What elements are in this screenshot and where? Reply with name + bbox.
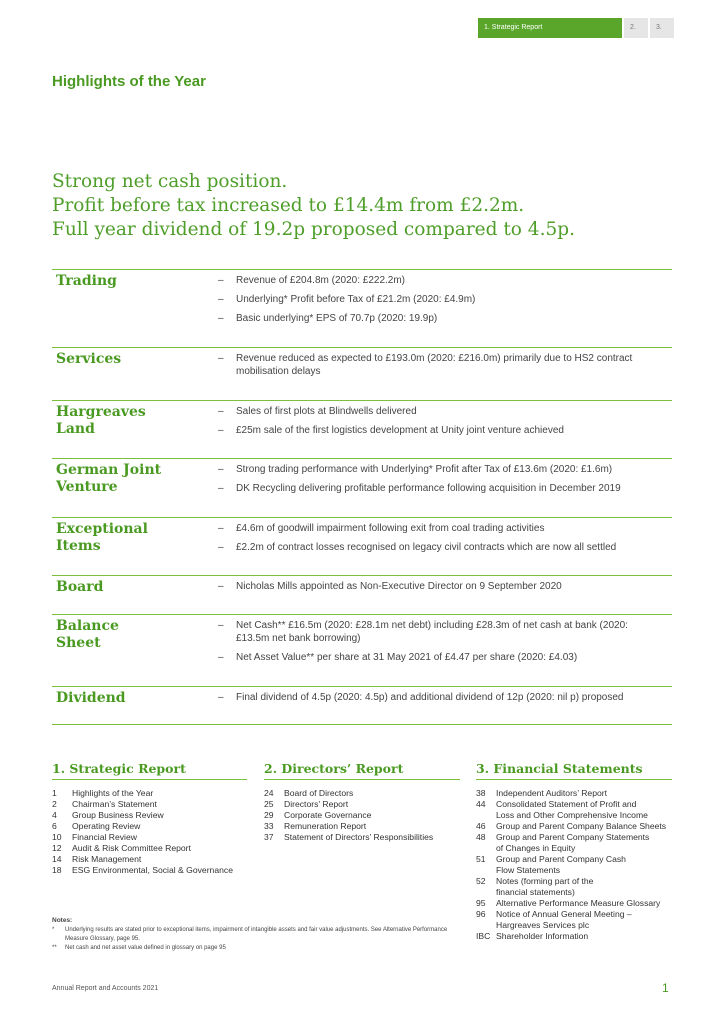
section-title: Trading bbox=[56, 273, 117, 289]
toc-item[interactable]: IBC Shareholder Information bbox=[476, 931, 589, 941]
headline-line: Profit before tax increased to £14.4m from £2.2m. bbox=[52, 195, 525, 216]
toc-item[interactable]: 25 Directors’ Report bbox=[264, 799, 349, 809]
toc-strategic-report bbox=[52, 761, 247, 876]
tab-financial-statements[interactable]: 3. bbox=[650, 18, 674, 38]
section-tabs bbox=[478, 18, 674, 38]
bullet-item: – £25m sale of the first logistics development at Unity joint venture achieved bbox=[218, 425, 564, 436]
toc-item[interactable]: 37 Statement of Directors’ Responsibilities bbox=[264, 832, 434, 842]
section-balance-sheet bbox=[52, 614, 672, 663]
toc-heading[interactable]: 1. Strategic Report bbox=[52, 761, 247, 780]
toc-item[interactable]: 48 Group and Parent Company Statements of Changes in Equity bbox=[476, 832, 650, 853]
section-exceptional-items bbox=[52, 517, 672, 554]
section-german-joint-venture bbox=[52, 458, 672, 495]
toc-item[interactable]: 95 Alternative Performance Measure Glossary bbox=[476, 898, 661, 908]
toc-item[interactable]: 51 Group and Parent Company Cash Flow Statements bbox=[476, 854, 626, 875]
section-hargreaves-land bbox=[52, 400, 672, 437]
notes bbox=[52, 916, 452, 953]
toc-item[interactable]: 1 Highlights of the Year bbox=[52, 788, 154, 798]
bullet-item: – Revenue of £204.8m (2020: £222.2m) bbox=[218, 275, 405, 286]
toc-item[interactable]: 10 Financial Review bbox=[52, 832, 137, 842]
bullet-item: – £2.2m of contract losses recognised on legacy civil contracts which are now all settled bbox=[218, 542, 617, 553]
bullet-item: – DK Recycling delivering profitable performance following acquisition in December 2019 bbox=[218, 483, 621, 494]
page-title: Highlights of the Year bbox=[52, 73, 206, 90]
tab-directors-report[interactable]: 2. bbox=[624, 18, 648, 38]
toc-item[interactable]: 18 ESG Environmental, Social & Governance bbox=[52, 865, 233, 875]
section-title: Exceptional Items bbox=[56, 521, 148, 554]
section-services bbox=[52, 347, 672, 377]
section-title: Balance Sheet bbox=[56, 618, 119, 651]
toc-item[interactable]: 46 Group and Parent Company Balance Sheets bbox=[476, 821, 667, 831]
bullet-item: – Final dividend of 4.5p (2020: 4.5p) and additional dividend of 12p (2020: nil p) proposed bbox=[218, 692, 624, 703]
toc-heading[interactable]: 3. Financial Statements bbox=[476, 761, 672, 780]
toc-financial-statements bbox=[476, 761, 672, 942]
toc-item[interactable]: 12 Audit & Risk Committee Report bbox=[52, 843, 191, 853]
footer-title: Annual Report and Accounts 2021 bbox=[52, 985, 159, 992]
notes-title: Notes: bbox=[52, 917, 73, 924]
headline-line: Strong net cash position. bbox=[52, 171, 288, 192]
headline bbox=[52, 170, 692, 242]
bullet-item: – Revenue reduced as expected to £193.0m (2020: £216.0m) primarily due to HS2 contract mobilisation delays bbox=[218, 353, 633, 377]
bullet-item: – Sales of first plots at Blindwells delivered bbox=[218, 406, 417, 417]
bullet-item: – Underlying* Profit before Tax of £21.2m (2020: £4.9m) bbox=[218, 294, 476, 305]
section-divider bbox=[52, 724, 672, 725]
toc-item[interactable]: 2 Chairman’s Statement bbox=[52, 799, 157, 809]
note-item: * Underlying results are stated prior to exceptional items, impairment of intangible assets and fair value adjustments. See Alternative Performance Measure Glossary, page 95. bbox=[52, 927, 448, 942]
section-title: Services bbox=[56, 351, 122, 367]
bullet-item: – Basic underlying* EPS of 70.7p (2020: 19.9p) bbox=[218, 313, 438, 324]
tab-strategic-report[interactable]: 1. Strategic Report bbox=[478, 18, 622, 38]
toc-item[interactable]: 38 Independent Auditors’ Report bbox=[476, 788, 608, 798]
section-trading bbox=[52, 269, 672, 324]
toc-item[interactable]: 6 Operating Review bbox=[52, 821, 141, 831]
toc-item[interactable]: 24 Board of Directors bbox=[264, 788, 354, 798]
toc-item[interactable]: 96 Notice of Annual General Meeting – Hargreaves Services plc bbox=[476, 909, 632, 930]
toc-item[interactable]: 4 Group Business Review bbox=[52, 810, 164, 820]
section-title: German Joint Venture bbox=[56, 462, 162, 495]
toc-item[interactable]: 44 Consolidated Statement of Profit and Loss and Other Comprehensive Income bbox=[476, 799, 648, 820]
section-title: Dividend bbox=[56, 690, 126, 706]
section-dividend bbox=[52, 686, 672, 706]
toc-directors-report bbox=[264, 761, 460, 843]
toc-item[interactable]: 14 Risk Management bbox=[52, 854, 142, 864]
toc-heading[interactable]: 2. Directors’ Report bbox=[264, 761, 460, 780]
bullet-item: – £4.6m of goodwill impairment following exit from coal trading activities bbox=[218, 523, 545, 534]
toc-item[interactable]: 52 Notes (forming part of the financial statements) bbox=[476, 876, 594, 897]
page-number: 1 bbox=[662, 981, 669, 995]
toc-item[interactable]: 29 Corporate Governance bbox=[264, 810, 372, 820]
headline-line: Full year dividend of 19.2p proposed compared to 4.5p. bbox=[52, 219, 575, 240]
note-item: ** Net cash and net asset value defined in glossary on page 95 bbox=[52, 945, 226, 951]
bullet-item: – Net Asset Value** per share at 31 May 2021 of £4.47 per share (2020: £4.03) bbox=[218, 652, 578, 663]
section-title: Hargreaves Land bbox=[56, 404, 146, 437]
bullet-item: – Strong trading performance with Underlying* Profit after Tax of £13.6m (2020: £1.6m) bbox=[218, 464, 613, 475]
section-board bbox=[52, 575, 672, 595]
section-title: Board bbox=[56, 579, 104, 595]
bullet-item: – Net Cash** £16.5m (2020: £28.1m net debt) including £28.3m of net cash at bank (2020: £13.5m net bank borrowing) bbox=[218, 620, 628, 644]
toc-item[interactable]: 33 Remuneration Report bbox=[264, 821, 367, 831]
bullet-item: – Nicholas Mills appointed as Non-Executive Director on 9 September 2020 bbox=[218, 581, 562, 592]
